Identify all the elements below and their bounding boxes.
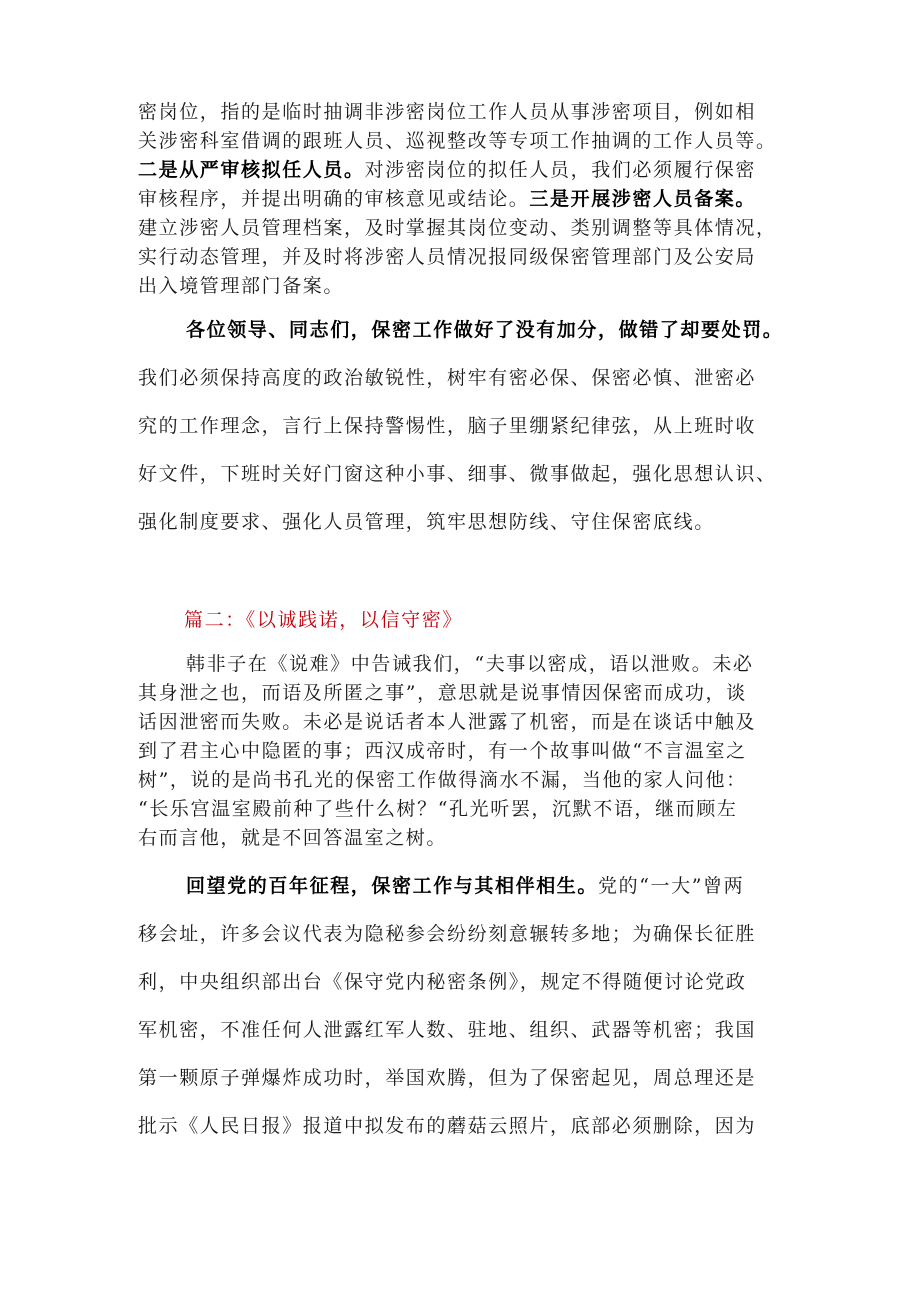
- text-run: 党的“一大”曾两: [598, 875, 745, 897]
- text-line: 关涉密科室借调的跟班人员、巡视整改等专项工作抽调的工作人员等。: [138, 130, 777, 152]
- text-line: 建立涉密人员管理档案，及时掌握其岗位变动、类别调整等具体情况，: [138, 217, 777, 239]
- bold-heading: 二是从严审核拟任人员。: [138, 159, 365, 181]
- text-line: [138, 862, 818, 910]
- bold-heading: 回望党的百年征程，保密工作与其相伴相生。: [186, 875, 599, 897]
- section-title: 篇二：《以诚践诺，以信守密》: [184, 609, 463, 631]
- paragraph-party-history: [138, 862, 818, 1150]
- text-line: [138, 306, 818, 354]
- text-line: 其身泄之也，而语及所匿之事”，意思就是说事情因保密而成功，谈: [138, 682, 747, 704]
- bold-heading: 各位领导、同志们，保密工作做好了没有加分，做错了却要处罚。: [186, 319, 784, 341]
- bold-heading: 三是开展涉密人员备案。: [529, 188, 757, 210]
- text-run: 对涉密岗位的拟任人员，我们必须履行保密: [364, 159, 757, 181]
- text-line: 移会址，许多会议代表为隐秘参会纷纷刻意辗转多地；为确保长征胜: [138, 923, 757, 945]
- text-line: 右而言他，就是不回答温室之树。: [138, 827, 448, 849]
- text-line: 实行动态管理，并及时将涉密人员情况报同级保密管理部门及公安局: [138, 246, 757, 268]
- text-line: 韩非子在《说难》中告诫我们，“夫事以密成，语以泄败。未必: [186, 653, 754, 675]
- text-line: 军机密，不准任何人泄露红军人数、驻地、组织、武器等机密；我国: [138, 1019, 757, 1041]
- text-line: 究的工作理念，言行上保持警惕性，脑子里绷紧纪律弦，从上班时收: [138, 415, 757, 437]
- text-line: 批示《人民日报》报道中拟发布的蘑菇云照片，底部必须删除，因为: [138, 1115, 757, 1137]
- text-line: 我们必须保持高度的政治敏锐性，树牢有密必保、保密必慎、泄密必: [138, 367, 757, 389]
- paragraph-closing-remarks: [138, 306, 818, 546]
- text-line: 树”，说的是尚书孔光的保密工作做得滴水不漏，当他的家人问他：: [138, 769, 747, 791]
- text-line: [138, 156, 818, 185]
- text-line: 好文件，下班时关好门窗这种小事、细事、微事做起，强化思想认识、: [138, 463, 777, 485]
- paragraph-personnel-review: [138, 98, 818, 301]
- text-run: 审核程序，并提出明确的审核意见或结论。: [138, 188, 530, 210]
- text-line: 话因泄密而失败。未必是说话者本人泄露了机密，而是在谈话中触及: [138, 711, 757, 733]
- paragraph-hanfeizi-story: [138, 650, 818, 853]
- text-line: 密岗位，指的是临时抽调非涉密岗位工作人员从事涉密项目，例如相: [138, 101, 757, 123]
- text-line: 第一颗原子弹爆炸成功时，举国欢腾，但为了保密起见，周总理还是: [138, 1067, 757, 1089]
- text-line: “长乐宫温室殿前种了些什么树？“孔光听罢，沉默不语，继而顾左: [138, 798, 738, 820]
- text-line: 强化制度要求、强化人员管理，筑牢思想防线、守住保密底线。: [138, 511, 715, 533]
- text-line: 利，中央组织部出台《保守党内秘密条例》，规定不得随便讨论党政: [138, 971, 747, 993]
- text-line: 出入境管理部门备案。: [138, 275, 345, 297]
- text-line: 到了君主心中隐匿的事；西汉成帝时，有一个故事叫做“不言温室之: [138, 740, 747, 762]
- text-line: [138, 185, 818, 214]
